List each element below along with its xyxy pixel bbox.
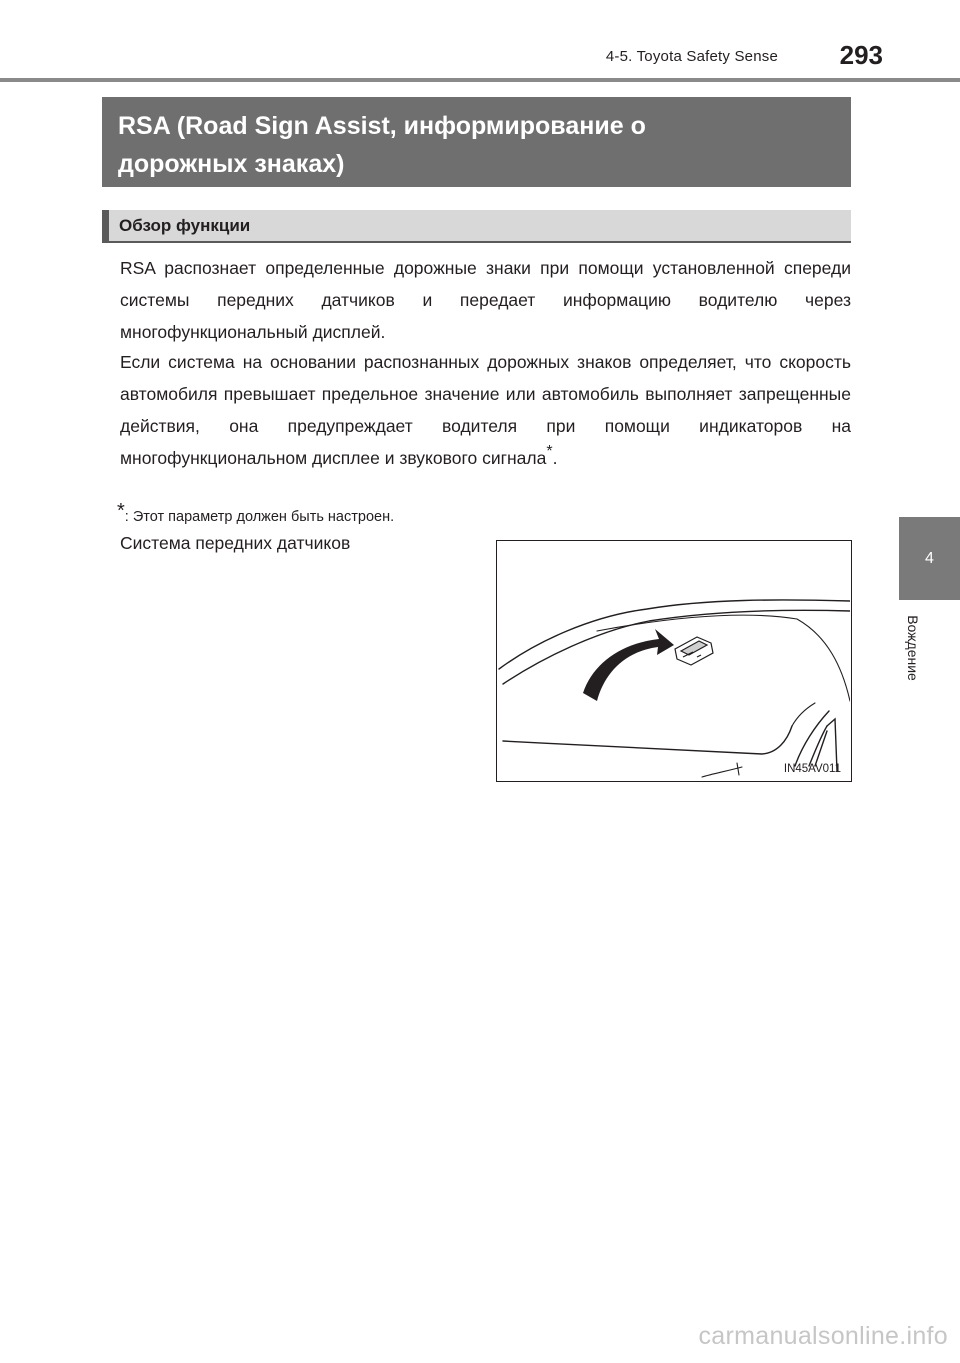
section-heading-text: Обзор функции xyxy=(119,215,251,235)
header-divider xyxy=(0,78,960,82)
paragraph-warning-end: . xyxy=(552,448,558,468)
windshield-drawing xyxy=(497,541,850,780)
watermark: carmanualsonline.info xyxy=(698,1322,948,1350)
footnote xyxy=(117,500,394,525)
section-heading xyxy=(102,210,851,243)
figure-code: IN45AV011 xyxy=(783,763,841,775)
paragraph-warning xyxy=(120,346,851,474)
page-number: 293 xyxy=(839,40,883,70)
page-title-line1: RSA (Road Sign Assist, информирование о xyxy=(118,112,646,140)
page-title xyxy=(102,97,851,187)
paragraph-overview: RSA распознает определенные дорожные знаки при помощи установленной спереди системы передних датчиков и передает информацию водителю через многофункциональный дисплей. xyxy=(120,258,851,342)
footnote-text: : Этот параметр должен быть настроен. xyxy=(124,509,395,525)
front-sensor-illustration xyxy=(496,540,852,782)
chapter-tab xyxy=(899,517,960,600)
figure-caption: Система передних датчиков xyxy=(120,533,351,553)
page-title-line2: дорожных знаках) xyxy=(118,150,345,178)
paragraph-warning-text: Если система на основании распознанных дорожных знаков определяет, что скорость автомобиля превышает предельное значение или автомобиль выполняет запрещенные действия, она предупреждает водителя при помощи индикаторов на многофункциональном дисплее и звукового сигнала xyxy=(120,352,851,468)
chapter-tab-number: 4 xyxy=(925,549,934,567)
chapter-tab-label: Вождение xyxy=(905,615,921,681)
footnote-mark: * xyxy=(117,500,125,522)
header-section-title: 4-5. Toyota Safety Sense xyxy=(605,48,778,65)
footnote-reference: * xyxy=(546,443,553,460)
